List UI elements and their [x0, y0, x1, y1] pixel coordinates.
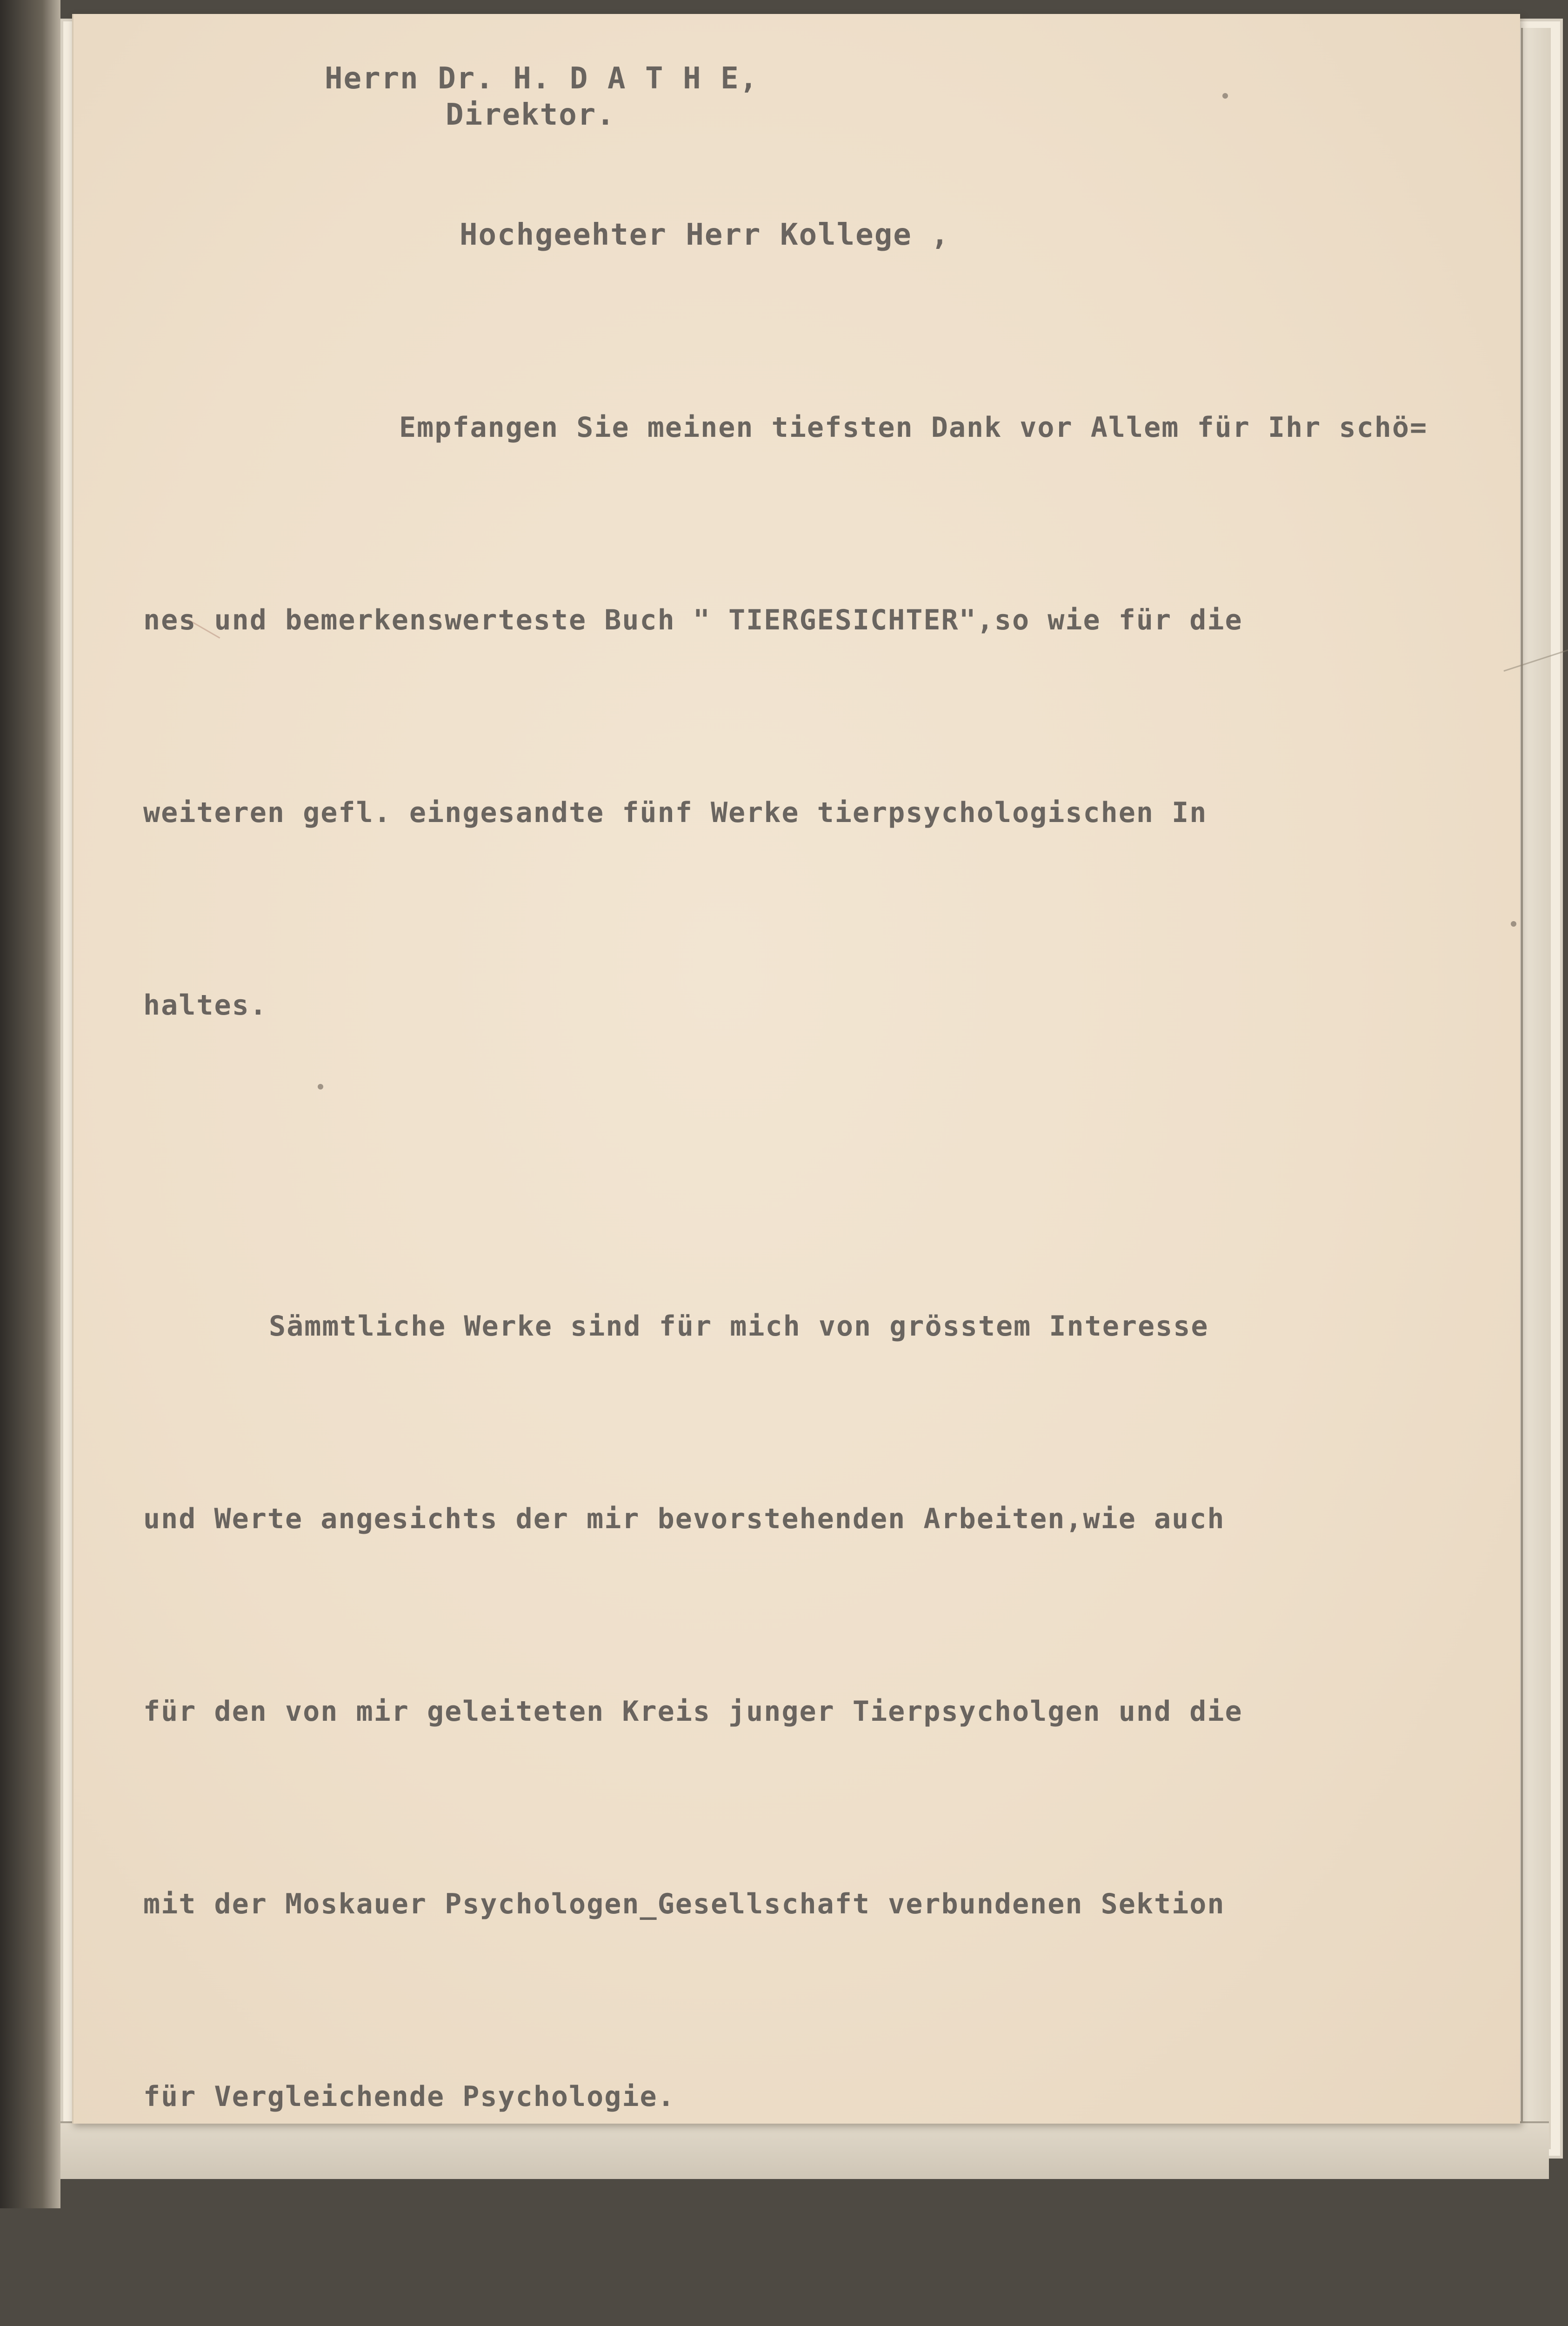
addressee-title: Direktor.	[446, 98, 615, 132]
ink-dot	[1511, 921, 1516, 927]
text-line: für den von mir geleiteten Kreis junger Tierpsycholgen und die	[143, 1695, 1243, 1728]
text-line: nes und bemerkenswerteste Buch " TIERGESICHTER",so wie für die	[143, 604, 1243, 636]
paragraph-publication	[143, 2257, 1492, 2326]
background-dark-edge	[0, 0, 60, 2208]
text-line: und Werte angesichts der mir bevorstehenden Arbeiten,wie auch	[143, 1503, 1225, 1535]
salutation: Hochgeehter Herr Kollege ,	[460, 218, 950, 252]
paragraph-works-interest	[143, 1166, 1492, 2257]
text-line: haltes.	[143, 989, 267, 1022]
typed-letter-page	[72, 14, 1520, 2124]
addressee-block	[325, 60, 1492, 133]
letter-body	[143, 60, 1492, 2326]
text-line: weiteren gefl. eingesandte fünf Werke tierpsychologischen In	[143, 796, 1208, 829]
text-line: mit der Moskauer Psychologen_Gesellschaft verbundenen Sektion	[143, 1888, 1225, 1920]
text-line: für Vergleichende Psychologie.	[143, 2080, 675, 2113]
underlying-sheet-right-edge	[1521, 28, 1551, 2149]
text-line: Sämmtliche Werke sind für mich von grösstem Interesse	[269, 1310, 1209, 1343]
text-line: Empfangen Sie meinen tiefsten Dank vor Allem für Ihr schö=	[399, 411, 1428, 444]
paragraph-thanks	[143, 267, 1492, 1166]
addressee-name: Herrn Dr. H. D A T H E,	[325, 61, 759, 96]
